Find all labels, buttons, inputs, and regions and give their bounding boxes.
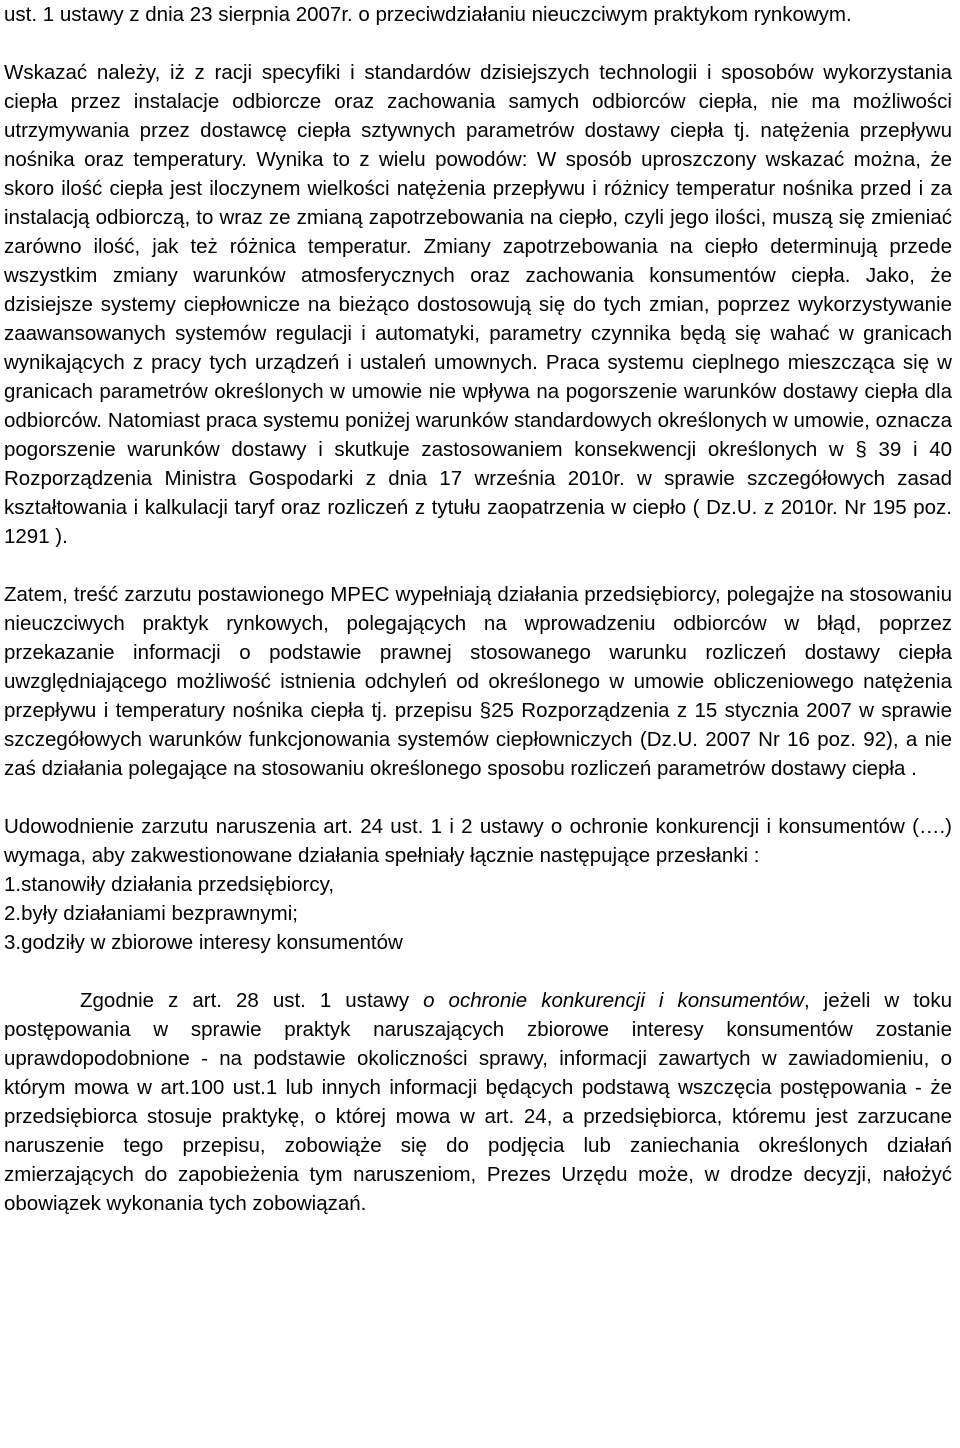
paragraph-article-28-start: Zgodnie z art. 28 ust. 1 ustawy (80, 989, 424, 1012)
paragraph-article-28-rest: , jeżeli w toku postępowania w sprawie praktyk naruszających zbiorowe interesy konsumentów zostanie uprawdopodobnione - na podstawie okoliczności sprawy, informacji zawartych w zawiadomieniu, o którym mowa w art.100 ust.1 lub innych informacji będących podstawą wszczęcia postępowania - że przedsiębiorca stosuje praktykę, o której mowa w art. 24, a przedsiębiorca, któremu jest zarzucane naruszenie tego przepisu, zobowiąże się do podjęcia lub zaniechania określonych działań zmierzających do zapobieżenia tym naruszeniom, Prezes Urzędu może, w drodze decyzji, nałożyć obowiązek wykonania tych zobowiązań. (4, 989, 952, 1215)
paragraph-charge-content: Zatem, treść zarzutu postawionego MPEC wypełniają działania przedsiębiorcy, polegajże na stosowaniu nieuczciwych praktyk rynkowych, polegających na wprowadzeniu odbiorców w błąd, poprzez przekazanie informacji o podstawie prawnej stosowanego warunku rozliczeń dostawy ciepła uwzględniającego możliwość istnienia odchyleń od określonego w umowie obliczeniowego natężenia przepływu i temperatury nośnika ciepła tj. przepisu §25 Rozporządzenia z 15 stycznia 2007 w sprawie szczegółowych warunków funkcjonowania systemów ciepłowniczych (Dz.U. 2007 Nr 16 poz. 92), a nie zaś działania polegające na stosowaniu określonego sposobu rozliczeń parametrów dostawy ciepła . (4, 583, 952, 780)
act-title-italic: o ochronie konkurencji i konsumentów (423, 989, 804, 1012)
list-item: 2.były działaniami bezprawnymi; (4, 902, 298, 925)
paragraph-article-28 (4, 986, 952, 1218)
list-item: 3.godziły w zbiorowe interesy konsumentów (4, 931, 403, 954)
paragraph-proof-requirements: Udowodnienie zarzutu naruszenia art. 24 ust. 1 i 2 ustawy o ochronie konkurencji i konsumentów (….) wymaga, aby zakwestionowane działania spełniały łącznie następujące przesłanki : (4, 815, 952, 867)
spacer (4, 551, 952, 580)
list-item: 1.stanowiły działania przedsiębiorcy, (4, 873, 335, 896)
spacer (4, 957, 952, 986)
paragraph-heat-parameters: Wskazać należy, iż z racji specyfiki i standardów dzisiejszych technologii i sposobów wykorzystania ciepła przez instalacje odbiorcze oraz zachowania samych odbiorców ciepła, nie ma możliwości utrzymywania przez dostawcę ciepła sztywnych parametrów dostawy ciepła tj. natężenia przepływu nośnika oraz temperatury. Wynika to z wielu powodów: W sposób uproszczony wskazać można, że skoro ilość ciepła jest iloczynem wielkości natężenia przepływu i różnicy temperatur nośnika przed i za instalacją odbiorczą, to wraz ze zmianą zapotrzebowania na ciepło, czyli jego ilości, muszą się zmieniać zarówno ilość, jak też różnica temperatur. Zmiany zapotrzebowania na ciepło determinują przede wszystkim zmiany warunków atmosferycznych oraz zachowania konsumentów ciepła. Jako, że dzisiejsze systemy ciepłownicze na bieżąco dostosowują się do tych zmian, poprzez wykorzystywanie zaawansowanych systemów regulacji i automatyki, parametry czynnika będą się wahać w granicach wynikających z pracy tych urządzeń i ustaleń umownych. Praca systemu cieplnego mieszcząca się w granicach parametrów określonych w umowie nie wpływa na pogorszenie warunków dostawy ciepła dla odbiorców. Natomiast praca systemu poniżej warunków standardowych określonych w umowie, oznacza pogorszenie warunków dostawy i skutkuje zastosowaniem konsekwencji określonych w § 39 i 40 Rozporządzenia Ministra Gospodarki z dnia 17 września 2010r. w sprawie szczegółowych zasad kształtowania i kalkulacji taryf oraz rozliczeń z tytułu zaopatrzenia w ciepło ( Dz.U. z 2010r. Nr 195 poz. 1291 ). (4, 61, 952, 548)
paragraph-intro-tail: ust. 1 ustawy z dnia 23 sierpnia 2007r. o przeciwdziałaniu nieuczciwym praktykom rynkowym. (4, 3, 852, 26)
spacer (4, 783, 952, 812)
spacer (4, 29, 952, 58)
